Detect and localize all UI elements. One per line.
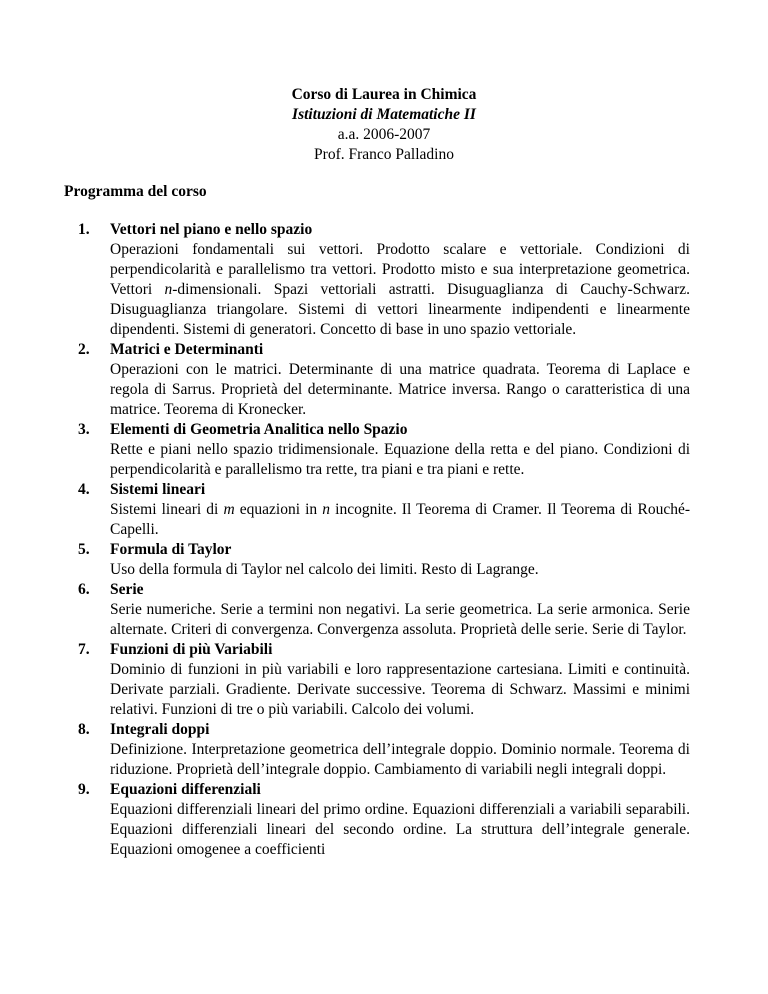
item-number: 2. (78, 341, 90, 358)
program-item (78, 420, 690, 480)
item-title: Vettori nel piano e nello spazio (110, 221, 313, 238)
section-title: Programma del corso (64, 183, 207, 200)
item-title: Matrici e Determinanti (110, 341, 264, 358)
item-body: Definizione. Interpretazione geometrica dell’integrale doppio. Dominio normale. Teorema di riduzione. Proprietà dell’integrale doppio. Cambiamento di variabili negli integrali doppi. (110, 741, 690, 778)
program-item (78, 540, 690, 580)
program-item (78, 220, 690, 340)
item-title: Serie (110, 581, 144, 598)
program-item (78, 640, 690, 720)
item-body: Operazioni con le matrici. Determinante di una matrice quadrata. Teorema di Laplace e regola di Sarrus. Proprietà del determinante. Matrice inversa. Rango o caratteristica di una matrice. Teorema di Kronecker. (110, 361, 690, 418)
program-item (78, 480, 690, 540)
item-number: 1. (78, 221, 90, 238)
item-body: Uso della formula di Taylor nel calcolo dei limiti. Resto di Lagrange. (110, 561, 539, 578)
academic-year-line: a.a. 2006-2007 (337, 126, 431, 143)
program-item (78, 780, 690, 860)
item-number: 8. (78, 721, 90, 738)
item-number: 6. (78, 581, 90, 598)
item-title: Equazioni differenziali (110, 781, 261, 798)
item-number: 9. (78, 781, 90, 798)
item-body: Operazioni fondamentali sui vettori. Prodotto scalare e vettoriale. Condizioni di perpendicolarità e parallelismo tra vettori. Prodotto misto e sua interpretazione geometrica. Vettori n-dimensionali. Spazi vettoriali astratti. Disuguaglianza di Cauchy-Schwarz. Disuguaglianza triangolare. Sistemi di vettori linearmente indipendenti e linearmente dipendenti. Sistemi di generatori. Concetto di base in uno spazio vettoriale. (110, 241, 690, 338)
item-number: 7. (78, 641, 90, 658)
item-number: 3. (78, 421, 90, 438)
program-item (78, 720, 690, 780)
program-item (78, 340, 690, 420)
item-title: Formula di Taylor (110, 541, 232, 558)
course-header (0, 85, 768, 165)
item-body: Rette e piani nello spazio tridimensionale. Equazione della retta e del piano. Condizioni di perpendicolarità e parallelismo tra rette, tra piani e tra piani e rette. (110, 441, 690, 478)
degree-course-line: Corso di Laurea in Chimica (291, 86, 477, 103)
program-item (78, 580, 690, 640)
item-body: Equazioni differenziali lineari del primo ordine. Equazioni differenziali a variabili separabili. Equazioni differenziali lineari del secondo ordine. La struttura dell’integrale generale. Equazioni omogenee a coefficienti (110, 801, 690, 858)
item-body: Serie numeriche. Serie a termini non negativi. La serie geometrica. La serie armonica. Serie alternate. Criteri di convergenza. Convergenza assoluta. Proprietà delle serie. Serie di Taylor. (110, 601, 690, 638)
item-body: Sistemi lineari di m equazioni in n incognite. Il Teorema di Cramer. Il Teorema di Rouché-Capelli. (110, 501, 690, 538)
professor-line: Prof. Franco Palladino (314, 146, 454, 163)
item-title: Sistemi lineari (110, 481, 206, 498)
course-name-line: Istituzioni di Matematiche II (292, 106, 476, 123)
item-title: Elementi di Geometria Analitica nello Spazio (110, 421, 408, 438)
item-title: Funzioni di più Variabili (110, 641, 273, 658)
item-number: 4. (78, 481, 90, 498)
item-title: Integrali doppi (110, 721, 210, 738)
item-body: Dominio di funzioni in più variabili e loro rappresentazione cartesiana. Limiti e continuità. Derivate parziali. Gradiente. Derivate successive. Teorema di Schwarz. Massimi e minimi relativi. Funzioni di tre o più variabili. Calcolo dei volumi. (110, 661, 690, 718)
item-number: 5. (78, 541, 90, 558)
program-list (78, 220, 690, 860)
